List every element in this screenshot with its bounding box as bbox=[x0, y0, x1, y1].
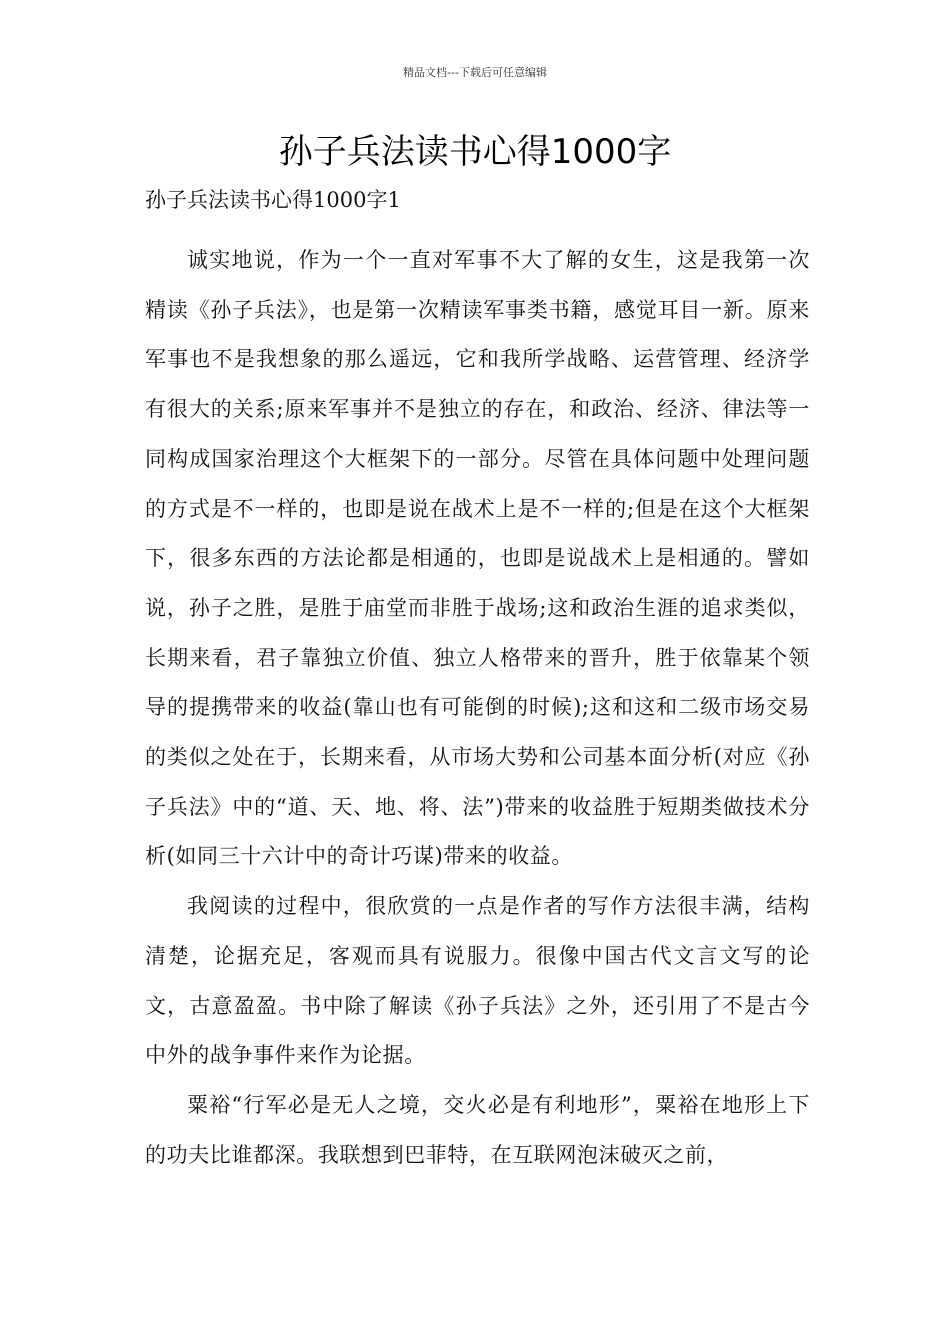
header-note: 精品文档---下载后可任意编辑 bbox=[403, 66, 547, 79]
document-title: 孙子兵法读书心得1000字 bbox=[278, 132, 672, 172]
paragraph-3: 粟裕“行军必是无人之境，交火必是有利地形”，粟裕在地形上下的功夫比谁都深。我联想到巴菲特，在互联网泡沫破灭之前， bbox=[145, 1092, 810, 1167]
paragraph-2: 我阅读的过程中，很欣赏的一点是作者的写作方法很丰满，结构清楚，论据充足，客观而具有说服力。很像中国古代文言文写的论文，古意盈盈。书中除了解读《孙子兵法》之外，还引用了不是古今中外的战争事件来作为论据。 bbox=[145, 894, 810, 1068]
section-heading: 孙子兵法读书心得1000字1 bbox=[145, 188, 401, 212]
document-body bbox=[145, 236, 810, 1180]
paragraph-1: 诚实地说，作为一个一直对军事不大了解的女生，这是我第一次精读《孙子兵法》，也是第一次精读军事类书籍，感觉耳目一新。原来军事也不是我想象的那么遥远，它和我所学战略、运营管理、经济学有很大的关系;原来军事并不是独立的存在，和政治、经济、律法等一同构成国家治理这个大框架下的一部分。尽管在具体问题中处理问题的方式是不一样的，也即是说在战术上是不一样的;但是在这个大框架下，很多东西的方法论都是相通的，也即是说战术上是相通的。譬如说，孙子之胜，是胜于庙堂而非胜于战场;这和政治生涯的追求类似，长期来看，君子靠独立价值、独立人格带来的晋升，胜于依靠某个领导的提携带来的收益(靠山也有可能倒的时候);这和这和二级市场交易的类似之处在于，长期来看，从市场大势和公司基本面分析(对应《孙子兵法》中的“道、天、地、将、法”)带来的收益胜于短期类做技术分析(如同三十六计中的奇计巧谋)带来的收益。 bbox=[145, 248, 810, 869]
